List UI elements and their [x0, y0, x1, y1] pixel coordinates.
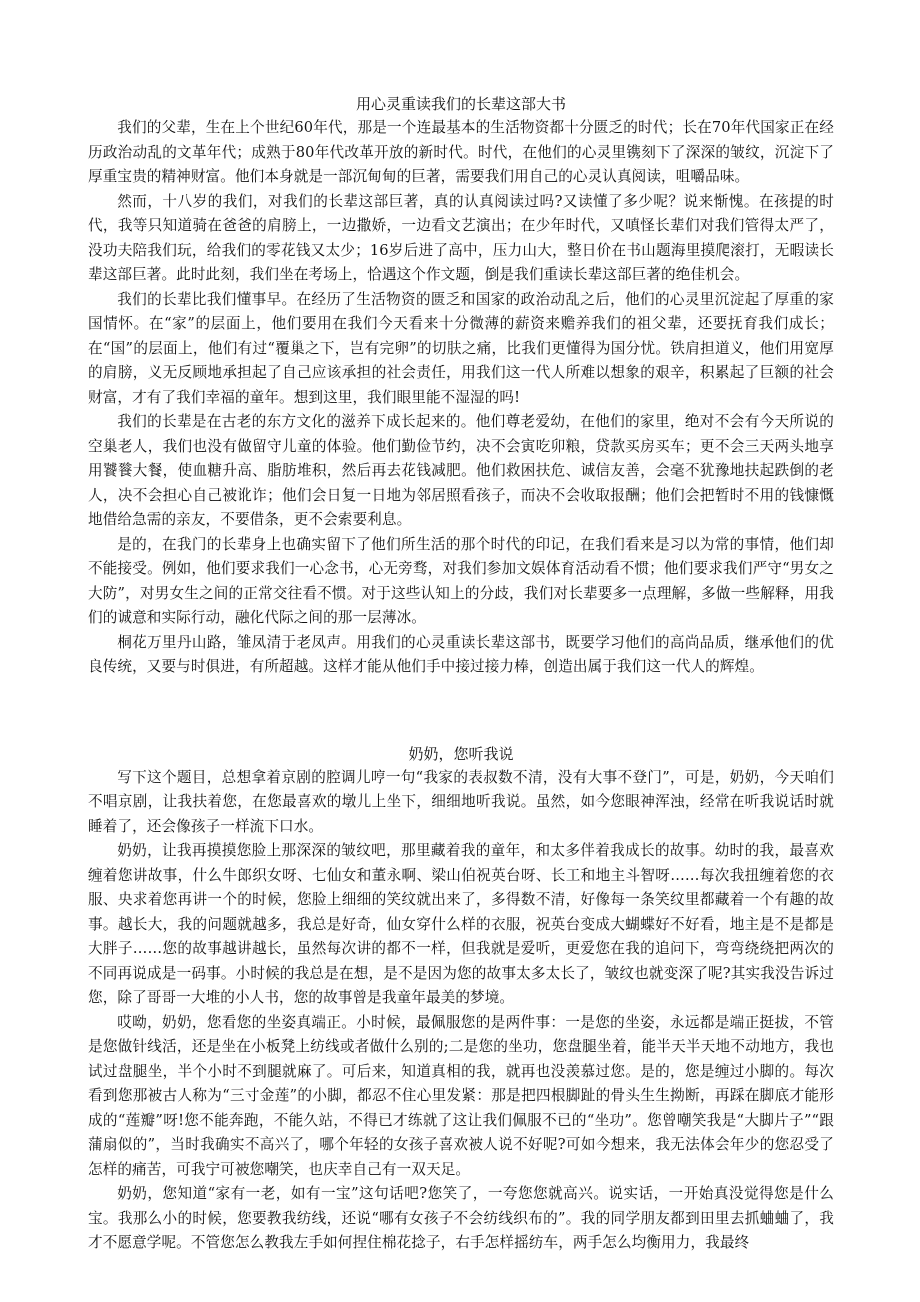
article-2-paragraph: 奶奶，您知道“家有一老，如有一宝”这句话吧?您笑了，一夸您您就高兴。说实话，一开始真没觉得您是什么宝。我那么小的时候，您要教我纺线，还说“哪有女孩子不会纺线织布的”。我的同学朋友都到田里去抓蛐蛐了，我才不愿意学呢。不管您怎么教我左手如何捏住棉花捻子，右手怎样摇纺车，两手怎么均衡用力，我最终	[88, 1185, 834, 1251]
document-page	[88, 92, 834, 1256]
section-spacer	[88, 680, 834, 742]
article-1-paragraph: 我们的父辈，生在上个世纪60年代，那是一个连最基本的生活物资都十分匮乏的时代；长在70年代国家正在经历政治动乱的文革年代；成熟于80年代改革开放的新时代。时代，在他们的心灵里镌刻下了深深的皱纹，沉淀下了厚重宝贵的精神财富。他们本身就是一部沉甸甸的巨著，需要我们用自己的心灵认真阅读，咀嚼品味。	[88, 119, 834, 185]
article-2-paragraph: 奶奶，让我再摸摸您脸上那深深的皱纹吧，那里藏着我的童年，和太多伴着我成长的故事。幼时的我，最喜欢缠着您讲故事，什么牛郎织女呀、七仙女和董永啊、梁山伯祝英台呀、长工和地主斗智呀……每次我扭缠着您的衣服、央求着您再讲一个的时候，您脸上细细的笑纹就出来了，多得数不清，好像每一条笑纹里都藏着一个有趣的故事。越长大，我的问题就越多，我总是好奇，仙女穿什么样的衣服，祝英台变成大蝴蝶好不好看，地主是不是都是大胖子……您的故事越讲越长，虽然每次讲的都不一样，但我就是爱听，更爱您在我的追问下，弯弯绕绕把两次的不同再说成是一码事。小时候的我总是在想，是不是因为您的故事太多太长了，皱纹也就变深了呢?其实我没告诉过您，除了哥哥一大堆的小人书，您的故事曾是我童年最美的梦境。	[88, 842, 834, 1006]
article-1-title: 用心灵重读我们的长辈这部大书	[355, 95, 566, 113]
article-1-paragraph: 然而，十八岁的我们，对我们的长辈这部巨著，真的认真阅读过吗?又读懂了多少呢？说来惭愧。在孩提的时代，我等只知道骑在爸爸的肩膀上，一边撒娇，一边看文艺演出；在少年时代，又嗔怪长辈们对我们管得太严了，没功夫陪我们玩，给我们的零花钱又太少；16岁后进了高中，压力山大，整日价在书山题海里摸爬滚打，无暇读长辈这部巨著。此时此刻，我们坐在考场上，恰遇这个作文题，倒是我们重读长辈这部巨著的绝佳机会。	[88, 192, 834, 283]
article-1-paragraph: 我们的长辈比我们懂事早。在经历了生活物资的匮乏和国家的政治动乱之后，他们的心灵里沉淀起了厚重的家国情怀。在“家”的层面上，他们要用在我们今天看来十分微薄的薪资来赡养我们的祖父辈，还要抚育我们成长；在“国”的层面上，他们有过“覆巢之下，岂有完卵”的切肤之痛，比我们更懂得为国分忧。铁肩担道义，他们用宽厚的肩膀，义无反顾地承担起了自己应该承担的社会责任，用我们这一代人所难以想象的艰辛，积累起了巨额的社会财富，才有了我们幸福的童年。想到这里，我们眼里能不湿湿的吗!	[88, 290, 834, 406]
article-1-paragraph: 是的，在我门的长辈身上也确实留下了他们所生活的那个时代的印记，在我们看来是习以为常的事情，他们却不能接受。例如，他们要求我们一心念书，心无旁骛，对我们参加文娱体育活动看不惯；他们要求我们严守“男女之大防”，对男女生之间的正常交往看不惯。对于这些认知上的分歧，我们对长辈要多一点理解，多做一些解释，用我们的诚意和实际行动，融化代际之间的那一层薄冰。	[88, 535, 834, 626]
article-1-paragraph: 我们的长辈是在古老的东方文化的滋养下成长起来的。他们尊老爱幼，在他们的家里，绝对不会有今天所说的空巢老人，我们也没有做留守儿童的体验。他们勤俭节约，决不会寅吃卯粮，贷款买房买车；更不会三天两头地享用饕餮大餐，使血糖升高、脂肪堆积，然后再去花钱减肥。他们救困扶危、诚信友善，会毫不犹豫地扶起跌倒的老人，决不会担心自己被讹诈；他们会日复一日地为邻居照看孩子，而决不会收取报酬；他们会把暂时不用的钱慷慨地借给急需的亲友，不要借条，更不会索要利息。	[88, 413, 834, 528]
article-2-paragraph: 写下这个题目，总想拿着京剧的腔调儿哼一句“我家的表叔数不清，没有大事不登门”，可是，奶奶，今天咱们不唱京剧，让我扶着您，在您最喜欢的墩儿上坐下，细细地听我说。虽然，如今您眼神浑浊，经常在听我说话时就睡着了，还会像孩子一样流下口水。	[88, 768, 834, 835]
article-2-paragraph: 哎呦，奶奶，您看您的坐姿真端正。小时候，最佩服您的是两件事：一是您的坐姿，永远都是端正挺拔，不管是您做针线活，还是坐在小板凳上纺线或者做什么别的;二是您的坐功，您盘腿坐着，能半天半天地不动地方，我也试过盘腿坐，半个小时不到腿就麻了。可后来，知道真相的我，就再也没羡慕过您。是的，您是缠过小脚的。每次看到您那被古人称为“三寸金莲”的小脚，都忍不住心里发紧：那是把四根脚趾的骨头生生拗断，再踩在脚底才能形成的“莲瓣”呀!您不能奔跑，不能久站，不得已才练就了这让我们佩服不已的“坐功”。您曾嘲笑我是“大脚片子”“跟蒲扇似的”，当时我确实不高兴了，哪个年轻的女孩子喜欢被人说不好呢?可如今想来，我无法体会年少的您忍受了怎样的痛苦，可我宁可被您嘲笑，也庆幸自己有一双天足。	[88, 1013, 834, 1178]
article-2-title: 奶奶，您听我说	[408, 744, 514, 763]
article-1-paragraph: 桐花万里丹山路，雏凤清于老凤声。用我们的心灵重读长辈这部书，既要学习他们的高尚品质，继承他们的优良传统，又要与时俱进，有所超越。这样才能从他们手中接过接力棒，创造出属于我们这一代人的辉煌。	[88, 633, 834, 675]
